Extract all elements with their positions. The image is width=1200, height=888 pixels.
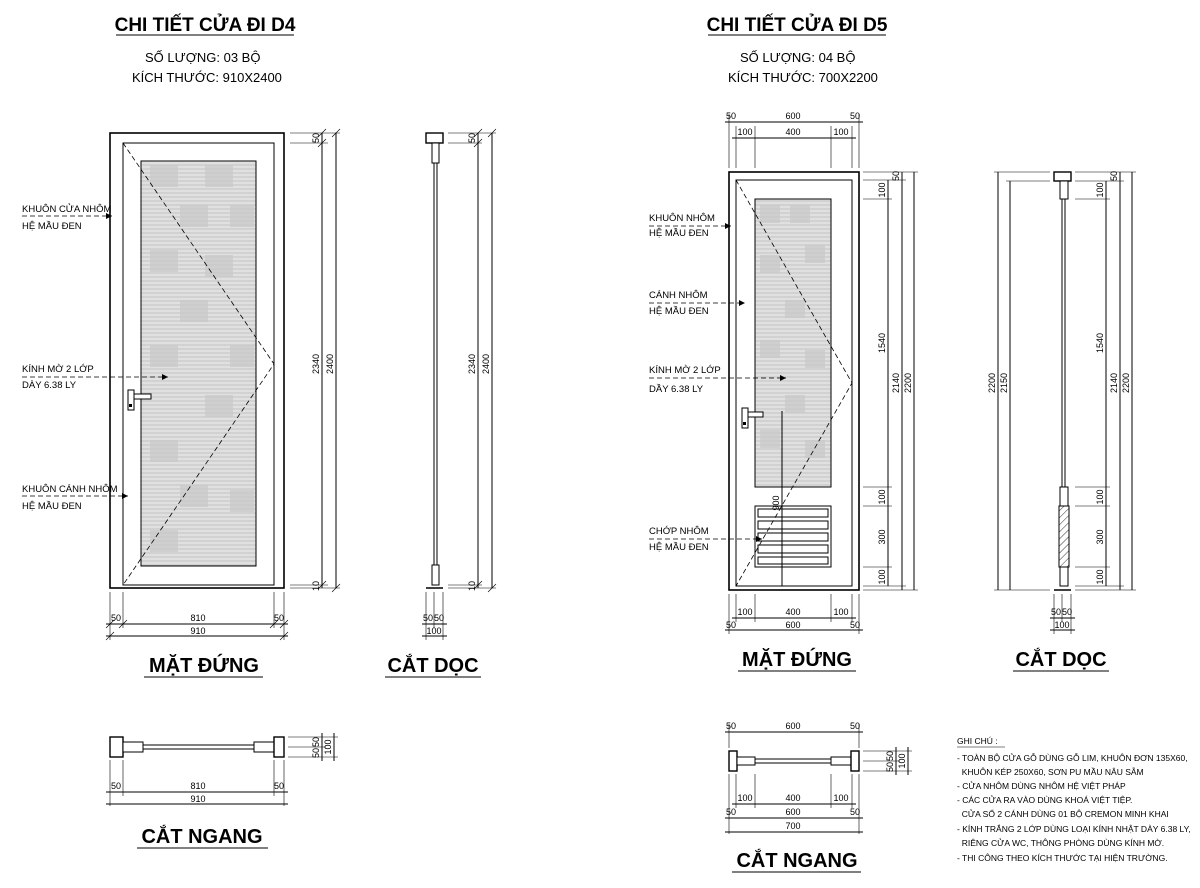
notes-line-0: - TOÀN BỘ CỬA GỖ DÙNG GỖ LIM, KHUÔN ĐƠN 135X60, — [957, 753, 1188, 763]
d5-top-a: 50 — [725, 111, 737, 121]
d4-sec-vbot: 10 — [467, 580, 477, 592]
notes — [957, 736, 1191, 863]
d4-sec-vinner: 2340 — [467, 353, 477, 375]
d5-label-louver-2: HỆ MẦU ĐEN — [649, 542, 709, 553]
d4-dim-right: 50 — [273, 613, 285, 623]
d5-bot-b: 400 — [785, 607, 801, 617]
d5-sec-rail: 100 — [1095, 489, 1105, 505]
d5-sec-h-b: 50 — [1061, 607, 1073, 617]
d5-top-f: 100 — [833, 127, 849, 137]
d5-section — [987, 171, 1136, 671]
d4-view-plan: CẮT NGANG — [141, 826, 263, 848]
d5-plan-b-c: 100 — [833, 793, 849, 803]
d4-dim-vbot: 10 — [311, 580, 321, 592]
d5-top-e: 400 — [785, 127, 801, 137]
d5-dim-900: 900 — [771, 495, 781, 511]
d5-v-louver: 300 — [877, 529, 887, 545]
d5-label-louver-1: CHỚP NHÔM — [649, 526, 709, 537]
d5-sec-inner-left: 2150 — [999, 372, 1009, 394]
d5-label-sash-2: HỆ MẦU ĐEN — [649, 306, 709, 317]
d5-sec-glass: 1540 — [1095, 332, 1105, 354]
d4-label-frame-1: KHUÔN CỬA NHÔM — [22, 204, 112, 215]
d5-louver-frame — [755, 506, 831, 567]
d5-label-frame-2: HỆ MẦU ĐEN — [649, 228, 709, 239]
d5-sec-top-a: 50 — [1109, 170, 1119, 182]
d5-plan-b-b: 400 — [785, 793, 801, 803]
d5-v-top-a: 100 — [877, 182, 887, 198]
d4-view-section: CẮT DỌC — [387, 655, 479, 677]
d5-plan-c-c: 50 — [849, 807, 861, 817]
d4-dim-vtop: 50 — [311, 132, 321, 144]
d5-label-sash-1: CÁNH NHÔM — [649, 290, 708, 301]
d5-plan-v3: 100 — [897, 753, 907, 769]
d4-dim-vtotal: 2400 — [325, 353, 335, 375]
d4-label-sash-2: HỆ MẦU ĐEN — [22, 501, 82, 512]
d5-plan-v1: 50 — [885, 750, 895, 762]
d5-bot-d: 50 — [725, 620, 737, 630]
d5-size: KÍCH THƯỚC: 700X2200 — [728, 70, 878, 85]
d5-sec-h-total: 100 — [1054, 620, 1070, 630]
notes-line-3: - CÁC CỬA RA VÀO DÙNG KHOÁ VIỆT TIỆP. — [957, 795, 1133, 805]
d4-view-elevation: MẶT ĐỨNG — [149, 655, 259, 677]
d4-dim-mid: 810 — [190, 613, 206, 623]
d4-plan-total: 910 — [190, 794, 206, 804]
d5-plan-c-a: 50 — [725, 807, 737, 817]
d5-plan-t-c: 50 — [849, 721, 861, 731]
d5-label-glass-2: DẦY 6.38 LY — [649, 384, 704, 395]
notes-line-5: - KÍNH TRẮNG 2 LỚP DÙNG LOẠI KÍNH NHẬT DÀY 6.38 LY, — [957, 824, 1191, 834]
notes-line-2: - CỬA NHÔM DÙNG NHÔM HỆ VIỆT PHÁP — [957, 781, 1126, 791]
d4-sec-b: 50 — [433, 613, 445, 623]
d5-bot-e: 600 — [785, 620, 801, 630]
d4-plan-right: 50 — [273, 781, 285, 791]
d5-plan-v2: 50 — [885, 761, 895, 773]
d5-plan-c-b: 600 — [785, 807, 801, 817]
notes-heading: GHI CHÚ : — [957, 736, 998, 746]
d5-plan-t-b: 600 — [785, 721, 801, 731]
d5-v-rail: 100 — [877, 489, 887, 505]
d5-top-d: 100 — [737, 127, 753, 137]
d4-dim-left: 50 — [110, 613, 122, 623]
d5-bot-f: 50 — [849, 620, 861, 630]
d5-v-inner: 2140 — [891, 372, 901, 394]
d4-sec-total: 100 — [426, 626, 442, 636]
d5-bot-a: 100 — [737, 607, 753, 617]
d5-sec-total: 2200 — [1121, 372, 1131, 394]
notes-line-7: - THI CÔNG THEO KÍCH THƯỚC TẠI HIỆN TRƯỜNG. — [957, 853, 1168, 863]
d4-sec-a: 50 — [422, 613, 434, 623]
d5-louver-slats — [758, 509, 828, 564]
d5-bot-c: 100 — [833, 607, 849, 617]
d5-plan — [725, 721, 912, 872]
d5-v-total: 2200 — [903, 372, 913, 394]
d4-label-sash-1: KHUÔN CÁNH NHÔM — [22, 484, 118, 495]
d4-plan-left: 50 — [110, 781, 122, 791]
d5-quantity: SỐ LƯỢNG: 04 BỘ — [740, 50, 856, 65]
notes-line-6: RIÊNG CỬA WC, THÔNG PHÒNG DÙNG KÍNH MỜ. — [957, 838, 1165, 848]
d5-sec-bot: 100 — [1095, 569, 1105, 585]
d4-label-glass-1: KÍNH MỜ 2 LỚP — [22, 364, 94, 375]
d5-sec-h-a: 50 — [1050, 607, 1062, 617]
d5-view-elevation: MẶT ĐỨNG — [742, 649, 852, 671]
d5-elevation — [649, 111, 918, 671]
d5-view-section: CẮT DỌC — [1015, 649, 1107, 671]
notes-line-1: KHUÔN KÉP 250X60, SƠN PU MẦU NÂU SẪM — [957, 767, 1144, 777]
d5-sec-total-left: 2200 — [987, 372, 997, 394]
d4-sec-vtotal: 2400 — [481, 353, 491, 375]
d4-sec-vtop: 50 — [467, 132, 477, 144]
d4-plan-v1: 50 — [311, 736, 321, 748]
d5-label-glass-1: KÍNH MỜ 2 LỚP — [649, 365, 721, 376]
d5-section-louver — [1059, 506, 1069, 567]
d5-label-frame-1: KHUÔN NHÔM — [649, 213, 715, 224]
d4-quantity: SỐ LƯỢNG: 03 BỘ — [145, 50, 261, 65]
d5-view-plan: CẮT NGANG — [736, 850, 858, 872]
d5-v-bot: 100 — [877, 569, 887, 585]
d5-top-b: 600 — [785, 111, 801, 121]
d4-dim-total: 910 — [190, 626, 206, 636]
d5-sec-inner: 2140 — [1109, 372, 1119, 394]
d5-plan-t-a: 50 — [725, 721, 737, 731]
d4-title: CHI TIẾT CỬA ĐI D4 — [114, 15, 296, 36]
d4-plan-v3: 100 — [323, 739, 333, 755]
d5-title: CHI TIẾT CỬA ĐI D5 — [706, 15, 888, 36]
d5-v-top-b: 50 — [891, 170, 901, 182]
d5-plan-total: 700 — [785, 821, 801, 831]
d5-sec-louver-dim: 300 — [1095, 529, 1105, 545]
d4-plan-mid: 810 — [190, 781, 206, 791]
d5-v-glass: 1540 — [877, 332, 887, 354]
d5-sec-top-b: 100 — [1095, 182, 1105, 198]
d4-elevation — [22, 129, 340, 677]
d4-dim-vinner: 2340 — [311, 353, 321, 375]
d5-top-c: 50 — [849, 111, 861, 121]
d5-header — [707, 14, 888, 85]
d4-label-frame-2: HỆ MẦU ĐEN — [22, 221, 82, 232]
d4-label-glass-2: DÀY 6.38 LY — [22, 380, 77, 391]
d4-plan-v2: 50 — [311, 747, 321, 759]
d4-plan — [106, 733, 338, 848]
d4-section — [385, 129, 496, 677]
d4-header — [115, 14, 296, 85]
d4-size: KÍCH THƯỚC: 910X2400 — [132, 70, 282, 85]
d5-plan-b-a: 100 — [737, 793, 753, 803]
notes-line-4: CỬA SỔ 2 CÁNH DÙNG 01 BỘ CREMON MINH KHAI — [957, 809, 1169, 819]
